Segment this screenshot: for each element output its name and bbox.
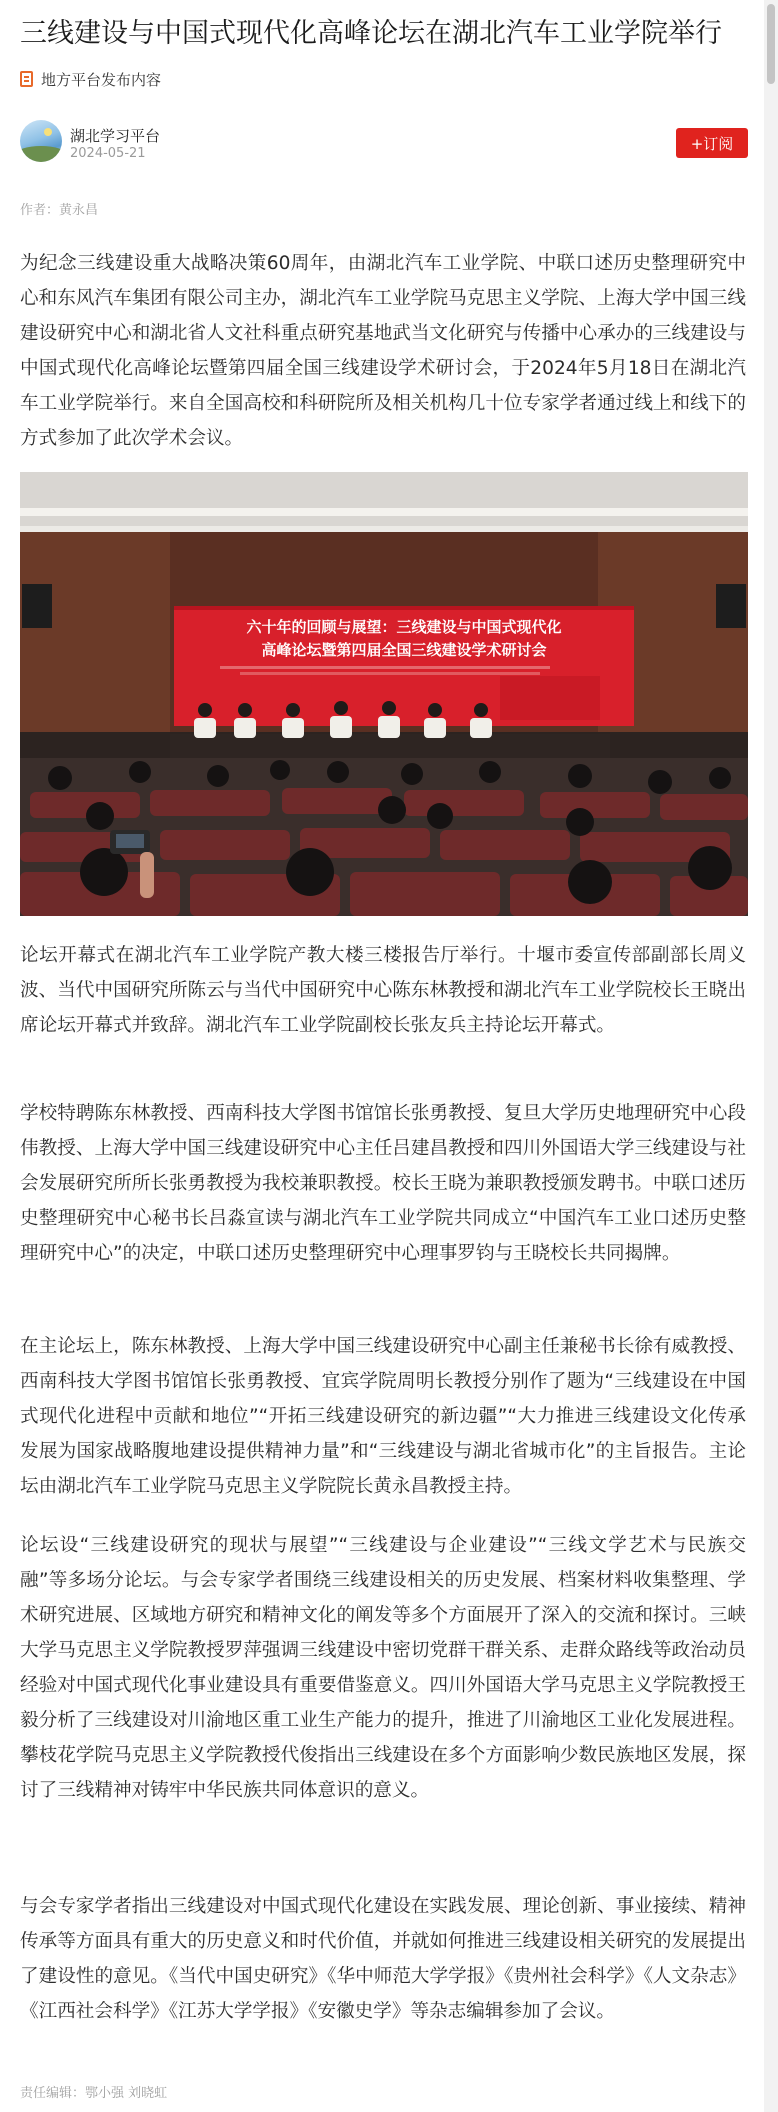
banner-line-1: 六十年的回顾与展望：三线建设与中国式现代化 bbox=[246, 618, 562, 636]
source-label: 地方平台发布内容 bbox=[41, 70, 162, 89]
account-row bbox=[20, 120, 748, 166]
banner-line-2: 高峰论坛暨第四届全国三线建设学术研讨会 bbox=[261, 641, 547, 659]
paragraph-5: 论坛设“三线建设研究的现状与展望”“三线建设与企业建设”“三线文学艺术与民族交融”等多场分论坛。与会专家学者围绕三线建设相关的历史发展、档案材料收集整理、学术研究进展、区域地方研究和精神文化的阐发等多个方面展开了深入的交流和探讨。三峡大学马克思主义学院教授罗萍强调三线建设中密切党群干群关系、走群众路线等政治动员经验对中国式现代化事业建设具有重要借鉴意义。四川外国语大学马克思主义学院教授王毅分析了三线建设对川渝地区重工业生产能力的提升，推进了川渝地区工业化发展进程。攀枝花学院马克思主义学院教授代俊指出三线建设在多个方面影响少数民族地区发展，探讨了三线精神对铸牢中华民族共同体意识的意义。 bbox=[20, 1535, 746, 1801]
scrollbar[interactable] bbox=[764, 0, 778, 2112]
paragraph-3: 学校特聘陈东林教授、西南科技大学图书馆馆长张勇教授、复旦大学历史地理研究中心段伟教授、上海大学中国三线建设研究中心主任吕建昌教授和四川外国语大学三线建设与社会发展研究所所长张勇教授为我校兼职教授。校长王晓为兼职教授颁发聘书。中联口述历史整理研究中心秘书长吕淼宣读与湖北汽车工业学院共同成立“中国汽车工业口述历史整理研究中心”的决定，中联口述历史整理研究中心理事罗钧与王晓校长共同揭牌。 bbox=[20, 1103, 746, 1264]
conference-hall-photo bbox=[20, 472, 748, 916]
author-byline: 作者：黄永昌 bbox=[20, 203, 99, 218]
paragraph-2: 论坛开幕式在湖北汽车工业学院产教大楼三楼报告厅举行。十堰市委宣传部副部长周义波、当代中国研究所陈云与当代中国研究中心陈东林教授和湖北汽车工业学院校长王晓出席论坛开幕式并致辞。湖北汽车工业学院副校长张友兵主持论坛开幕式。 bbox=[20, 945, 746, 1036]
article-photo bbox=[20, 472, 748, 916]
scrollbar-thumb[interactable] bbox=[767, 4, 775, 84]
paragraph-4: 在主论坛上，陈东林教授、上海大学中国三线建设研究中心副主任兼秘书长徐有威教授、西南科技大学图书馆馆长张勇教授、宜宾学院周明长教授分别作了题为“三线建设在中国式现代化进程中贡献和地位”“开拓三线建设研究的新边疆”“大力推进三线建设文化传承发展为国家战略腹地建设提供精神力量”和“三线建设与湖北省城市化”的主旨报告。主论坛由湖北汽车工业学院马克思主义学院院长黄永昌教授主持。 bbox=[20, 1336, 746, 1497]
document-icon bbox=[20, 71, 33, 87]
editor-line: 责任编辑：鄂小强 刘晓虹 bbox=[20, 2086, 168, 2101]
account-name[interactable]: 湖北学习平台 bbox=[70, 127, 161, 145]
paragraph-1: 为纪念三线建设重大战略决策60周年，由湖北汽车工业学院、中联口述历史整理研究中心和东风汽车集团有限公司主办，湖北汽车工业学院马克思主义学院、上海大学中国三线建设研究中心和湖北省人文社科重点研究基地武当文化研究与传播中心承办的三线建设与中国式现代化高峰论坛暨第四届全国三线建设学术研讨会，于2024年5月18日在湖北汽车工业学院举行。来自全国高校和科研院所及相关机构几十位专家学者通过线上和线下的方式参加了此次学术会议。 bbox=[20, 253, 746, 449]
source-row bbox=[20, 68, 161, 90]
paragraph-6: 与会专家学者指出三线建设对中国式现代化建设在实践发展、理论创新、事业接续、精神传承等方面具有重大的历史意义和时代价值，并就如何推进三线建设相关研究的发展提出了建设性的意见。《当代中国史研究》《华中师范大学学报》《贵州社会科学》《人文杂志》《江西社会科学》《江苏大学学报》《安徽史学》等杂志编辑参加了会议。 bbox=[20, 1896, 746, 2022]
article-title: 三线建设与中国式现代化高峰论坛在湖北汽车工业学院举行 bbox=[20, 18, 722, 49]
subscribe-button[interactable]: +订阅 bbox=[676, 128, 748, 158]
publish-date: 2024-05-21 bbox=[70, 146, 146, 161]
account-avatar[interactable] bbox=[20, 120, 62, 162]
